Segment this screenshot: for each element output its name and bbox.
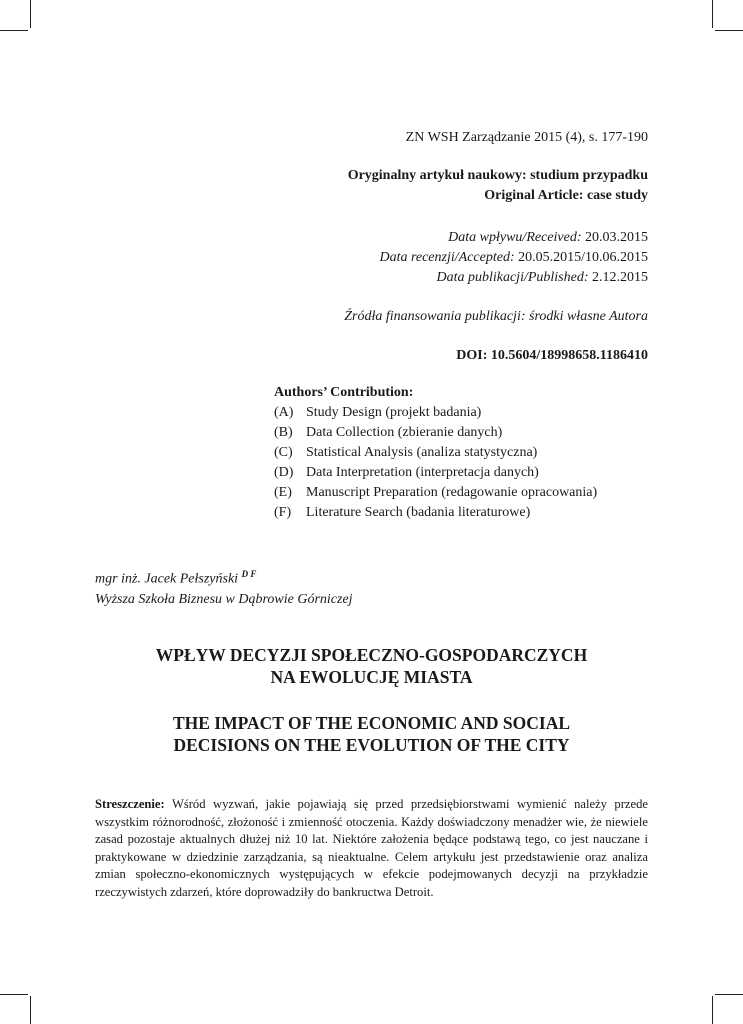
contribution-item — [274, 403, 654, 423]
title-polish — [95, 644, 648, 688]
title-pl-line2: NA EWOLUCJĘ MIASTA — [270, 667, 473, 687]
date-accepted-value: 20.05.2015/10.06.2015 — [518, 250, 648, 265]
crop-mark — [712, 0, 713, 28]
journal-citation: ZN WSH Zarządzanie 2015 (4), s. 177-190 — [405, 130, 648, 145]
date-received-value: 20.03.2015 — [585, 230, 648, 245]
authors-contribution — [274, 383, 654, 523]
article-type-pl: Oryginalny artykuł naukowy: studium przypadku — [347, 168, 648, 183]
crop-mark — [30, 0, 31, 28]
contribution-text: Study Design (projekt badania) — [306, 405, 482, 420]
contribution-text: Statistical Analysis (analiza statystyczna) — [306, 445, 538, 460]
title-en-line2: DECISIONS ON THE EVOLUTION OF THE CITY — [173, 735, 570, 755]
crop-mark — [712, 996, 713, 1024]
date-published-label: Data publikacji/Published: — [436, 270, 589, 285]
crop-mark — [0, 30, 28, 31]
date-received — [228, 228, 648, 248]
contribution-code: (D) — [274, 465, 294, 480]
doi: DOI: 10.5604/18998658.1186410 — [456, 348, 648, 363]
title-en-line1: THE IMPACT OF THE ECONOMIC AND SOCIAL — [172, 713, 571, 733]
contribution-item — [274, 423, 654, 443]
date-published-value: 2.12.2015 — [592, 270, 648, 285]
article-type-en: Original Article: case study — [484, 188, 648, 203]
contribution-code: (B) — [274, 425, 293, 440]
abstract — [95, 796, 648, 902]
date-published — [228, 268, 648, 288]
contribution-item — [274, 503, 654, 523]
title-english — [95, 712, 648, 756]
abstract-label: Streszczenie: — [95, 797, 165, 811]
author-affiliation: Wyższa Szkoła Biznesu w Dąbrowie Górniczej — [95, 591, 353, 607]
author-line — [95, 564, 353, 590]
date-received-label: Data wpływu/Received: — [448, 230, 582, 245]
contribution-code: (C) — [274, 445, 293, 460]
date-accepted-label: Data recenzji/Accepted: — [379, 250, 515, 265]
date-accepted — [228, 248, 648, 268]
author-block — [95, 564, 353, 610]
funding-note: Źródła finansowania publikacji: środki własne Autora — [344, 309, 648, 324]
contribution-code: (A) — [274, 405, 294, 420]
contribution-text: Data Interpretation (interpretacja danych) — [306, 465, 539, 480]
contribution-heading: Authors’ Contribution: — [274, 385, 414, 400]
crop-mark — [715, 30, 743, 31]
contribution-code: (F) — [274, 505, 292, 520]
crop-mark — [0, 994, 28, 995]
contribution-item — [274, 483, 654, 503]
contribution-item — [274, 443, 654, 463]
contribution-text: Data Collection (zbieranie danych) — [306, 425, 503, 440]
contribution-text: Manuscript Preparation (redagowanie opracowania) — [306, 485, 598, 500]
author-name: mgr inż. Jacek Pełszyński — [95, 571, 239, 587]
contribution-text: Literature Search (badania literaturowe) — [306, 505, 531, 520]
crop-mark — [30, 996, 31, 1024]
abstract-text: Wśród wyzwań, jakie pojawiają się przed przedsiębiorstwami wymienić należy przede wszystkim różnorodność, złożoność i zmienność otoczenia. Każdy doświadczony menadżer wie, że niewiele zasad pozostaje aktualnych dłużej niż 10 lat. Niektóre założenia będące podstawą tego, co jest nauczane i praktykowane w dziedzinie zarządzania, są nieaktualne. Celem artykułu jest przedstawienie oraz analiza zmian społeczno-ekonomicznych występujących w efekcie podejmowanych decyzji na przykładzie rzeczywistych zdarzeń, które doprowadziły do bankructwa Detroit. — [95, 797, 648, 899]
title-pl-line1: WPŁYW DECYZJI SPOŁECZNO-GOSPODARCZYCH — [155, 645, 588, 665]
crop-mark — [715, 994, 743, 995]
contribution-item — [274, 463, 654, 483]
author-roles: D F — [241, 569, 257, 579]
contribution-code: (E) — [274, 485, 292, 500]
